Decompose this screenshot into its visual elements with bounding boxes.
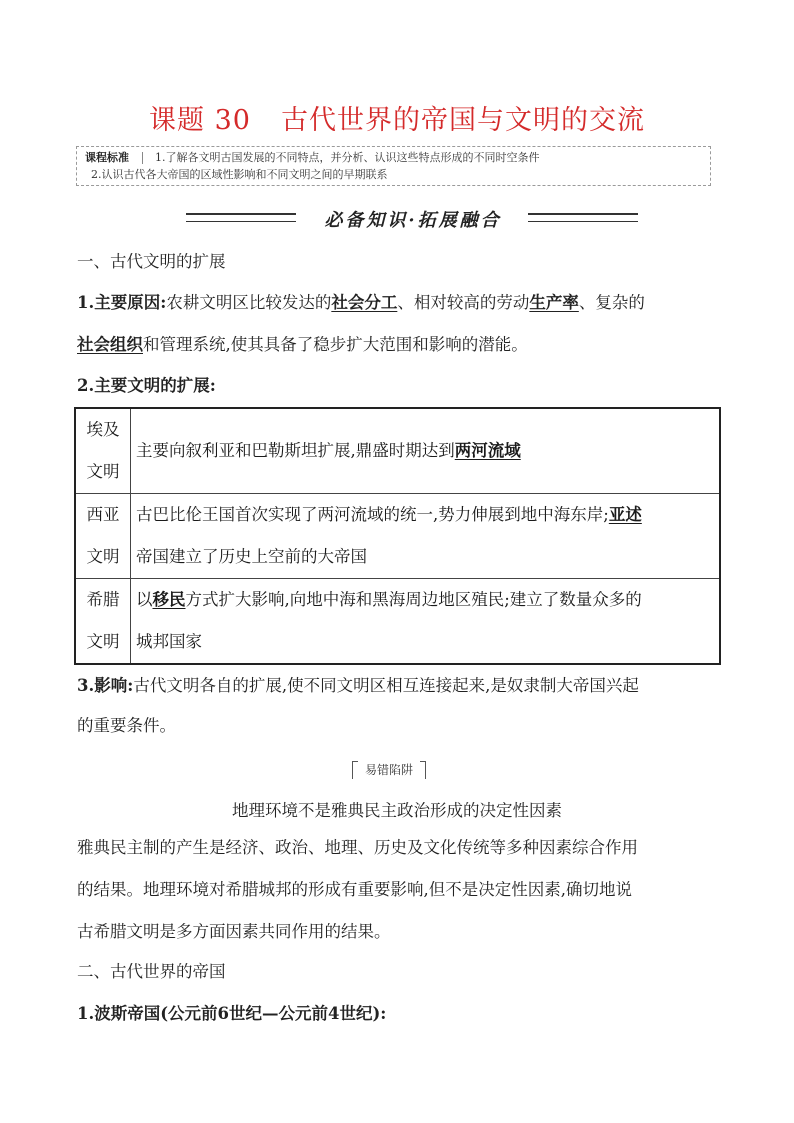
item3-line2: 的重要条件。 [77, 716, 176, 735]
section1-heading: 一、古代文明的扩展 [77, 252, 226, 271]
value-text: 方式扩大影响,向地中海和黑海周边地区殖民;建立了数量众多的 [185, 590, 642, 609]
standard-separator [142, 152, 143, 164]
keyword-social-division: 社会分工 [331, 293, 398, 312]
item1-line1 [77, 293, 645, 313]
title-text: 古代世界的帝国与文明的交流 [280, 105, 645, 136]
value-text-2: 帝国建立了历史上空前的大帝国 [136, 547, 367, 566]
value-text: 古巴比伦王国首次实现了两河流域的统一,势力伸展到地中海东岸; [136, 505, 609, 524]
keyword-mesopotamia: 两河流域 [454, 441, 521, 460]
keyword-social-organization: 社会组织 [77, 335, 143, 354]
standard-line-2: 2.认识古代各大帝国的区域性影响和不同文明之间的早期联系 [91, 168, 388, 181]
curriculum-standard-box [76, 146, 711, 186]
keyword-assyria: 亚述 [608, 505, 642, 524]
section-banner [0, 206, 794, 236]
civilization-table [74, 407, 721, 665]
item2-label: 2.主要文明的扩展: [77, 376, 216, 395]
row-key-egypt [75, 408, 131, 494]
keyword-migration: 移民 [152, 590, 186, 609]
keyword-productivity: 生产率 [529, 293, 579, 312]
row-value-greece [131, 579, 721, 665]
item1-text2: 、相对较高的劳动 [397, 293, 530, 312]
item3-text1: 古代文明各自的扩展,使不同文明区相互连接起来,是奴隶制大帝国兴起 [133, 676, 639, 695]
trap-title: 地理环境不是雅典民主政治形成的决定性因素 [232, 801, 562, 820]
banner-rule-left [186, 213, 296, 222]
item1-text3: 、复杂的 [578, 293, 645, 312]
key-part1: 埃及 [86, 420, 120, 439]
section2-heading: 二、古代世界的帝国 [77, 962, 226, 981]
trap-line3: 古希腊文明是多方面因素共同作用的结果。 [77, 922, 391, 941]
standard-line-1: 1.了解各文明古国发展的不同特点，并分析、认识这些特点形成的不同时空条件 [155, 151, 540, 164]
standard-label: 课程标准 [85, 151, 129, 164]
value-text-0: 以 [136, 590, 153, 609]
banner-text: 必备知识·拓展融合 [324, 210, 502, 231]
item1-text1: 农耕文明区比较发达的 [166, 293, 332, 312]
key-part1: 希腊 [86, 590, 120, 609]
row-value-west-asia [131, 494, 721, 579]
page-title [0, 98, 794, 137]
key-part2: 文明 [86, 547, 120, 566]
item3-label: 3.影响: [77, 676, 134, 695]
item3-line1 [77, 676, 639, 696]
key-part1: 西亚 [86, 505, 120, 524]
value-text: 主要向叙利亚和巴勒斯坦扩展,鼎盛时期达到 [136, 441, 455, 460]
row-value-egypt [131, 408, 721, 494]
trap-line2: 的结果。地理环境对希腊城邦的形成有重要影响,但不是决定性因素,确切地说 [77, 880, 632, 899]
item1-line2 [77, 335, 528, 355]
item1-text4: 和管理系统,使其具备了稳步扩大范围和影响的潜能。 [143, 335, 528, 354]
table-row [75, 579, 720, 665]
key-part2: 文明 [86, 632, 120, 651]
title-number: 课题 30 [149, 105, 251, 136]
key-part2: 文明 [86, 462, 120, 481]
trap-tag: 易错陷阱 [352, 761, 426, 779]
row-key-west-asia [75, 494, 131, 579]
table-row [75, 408, 720, 494]
banner-rule-right [528, 213, 638, 222]
value-text-2: 城邦国家 [136, 632, 202, 651]
row-key-greece [75, 579, 131, 665]
item1-label: 1.主要原因: [77, 293, 167, 312]
table-row [75, 494, 720, 579]
trap-line1: 雅典民主制的产生是经济、政治、地理、历史及文化传统等多种因素综合作用 [77, 838, 638, 857]
section2-item1: 1.波斯帝国(公元前6世纪—公元前4世纪): [77, 1004, 387, 1023]
